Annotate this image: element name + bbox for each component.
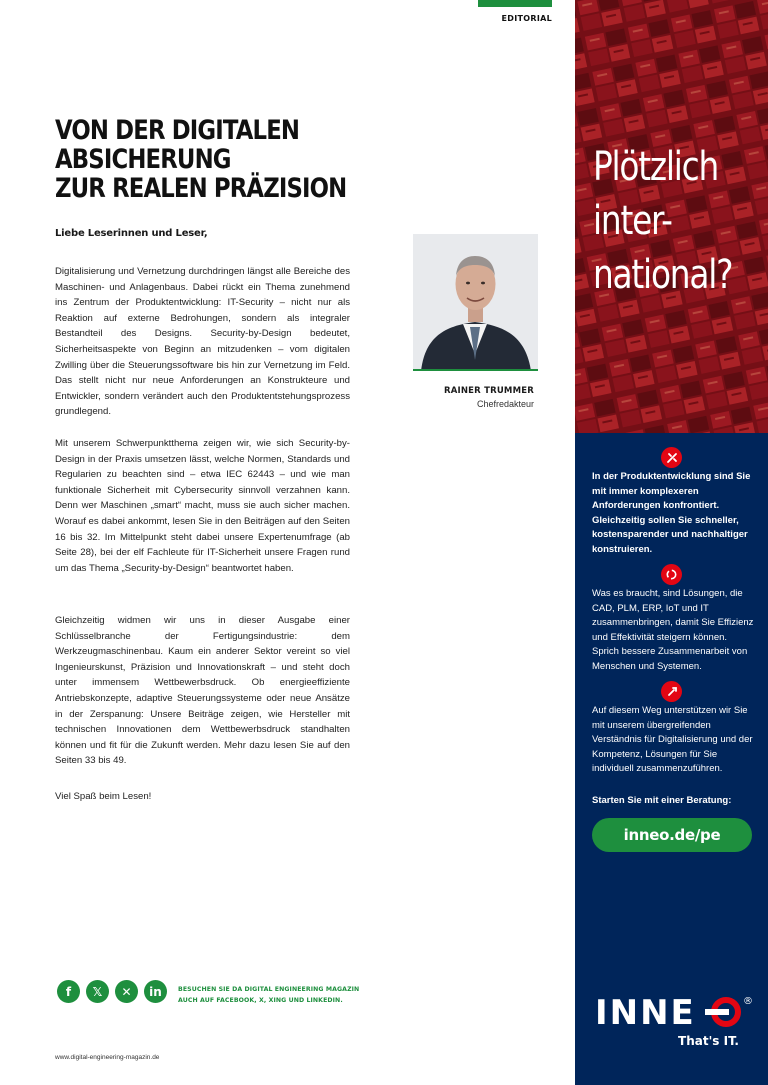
body-paragraph: Viel Spaß beim Lesen! — [55, 791, 152, 802]
facebook-icon[interactable]: f — [57, 980, 80, 1003]
ad-headline-line-3: national? — [593, 252, 733, 298]
body-paragraph: Gleichzeitig widmen wir uns in dieser Ausgabe einer Schlüsselbranche der Fertigungsindustrie: dem Werkzeugmaschinenbau. Kaum ein anderer Sektor vereint so viel Ingenieurskunst, Präzision und Innovationskraft – und steht doch unter immensem Wettbewerbsdruck. Ob energieeffiziente Antriebskonzepte, adaptive Steuerungssysteme oder neue Ansätze in der Zerspanung: Unsere Beiträge zeigen, wie Hersteller mit technischen Innovationen dem Wettbewerbsdruck standhalten können und fit für die Zukunft werden. Mehr dazu lesen Sie auf den Seiten 33 bis 49. — [55, 615, 350, 767]
cycle-icon — [661, 564, 682, 585]
social-callout-line-1: BESUCHEN SIE DA DIGITAL ENGINEERING MAGAZIN — [178, 986, 360, 993]
author-portrait — [413, 234, 538, 371]
footer-url[interactable]: www.digital-engineering-magazin.de — [55, 1054, 160, 1061]
xing-icon[interactable]: ✕ — [115, 980, 138, 1003]
headline-line-1: VON DER DIGITALEN ABSICHERUNG — [55, 115, 300, 175]
tools-icon — [661, 447, 682, 468]
author-role: Chefredakteur — [476, 399, 534, 409]
section-label: EDITORIAL — [501, 14, 552, 23]
ad-text-block-2: Was es braucht, sind Lösungen, die CAD, PLM, ERP, IoT und IT zusammenbringen, damit Sie Effizienz und Effektivität steigern können. Sprich bessere Zusammenarbeit von Menschen und Systemen. — [592, 588, 754, 672]
ad-cta-label: Starten Sie mit einer Beratung: — [592, 795, 732, 806]
headline-line-2: ZUR REALEN PRÄZISION — [55, 173, 347, 204]
svg-text:INNE: INNE — [595, 993, 696, 1030]
x-icon[interactable]: 𝕏 — [86, 980, 109, 1003]
ad-headline-line-2: inter- — [593, 198, 672, 244]
body-paragraph: Digitalisierung und Vernetzung durchdringen längst alle Bereiche des Maschinen- und Anlagenbaus. Dabei rückt ein Thema zunehmend ins Zentrum der Produktentwicklung: IT-Security – nicht nur als Reaktion auf externe Bedrohungen, sondern als integraler Bestandteil des Designs. Security-by-Design bedeutet, Sicherheitsaspekte von Beginn an mitzudenken – vom digitalen Zwilling über die Steuerungssoftware bis hin zur Vernetzung im Feld. Das stellt nicht nur neue Anforderungen an Konstrukteure und Entwickler, sondern verändert auch den Produktentstehungsprozess grundlegend. — [55, 266, 350, 418]
social-callout — [178, 984, 359, 1006]
author-photo-graphic — [413, 234, 538, 371]
ad-cta-button[interactable]: inneo.de/pe — [592, 818, 752, 852]
registered-mark: ® — [743, 996, 753, 1007]
ad-text-block-1: In der Produktentwicklung sind Sie mit immer komplexeren Anforderungen konfrontiert. Gleichzeitig sollen Sie schneller, kostensparender und nachhaltiger konstruieren. — [592, 471, 751, 555]
brand-tagline: That's IT. — [678, 1034, 739, 1048]
social-links — [57, 980, 167, 1003]
advertisement[interactable] — [575, 0, 768, 1085]
linkedin-icon[interactable]: in — [144, 980, 167, 1003]
ad-headline-line-1: Plötzlich — [593, 144, 719, 190]
inneo-logo — [595, 990, 755, 1030]
greeting: Liebe Leserinnen und Leser, — [55, 228, 208, 239]
social-callout-line-2: AUCH AUF FACEBOOK, X, XING UND LINKEDIN. — [178, 997, 343, 1004]
section-accent-bar — [478, 0, 552, 7]
rocket-icon — [661, 681, 682, 702]
body-paragraph: Mit unserem Schwerpunktthema zeigen wir, wie sich Security-by-Design in der Praxis umsetzen lässt, welche Normen, Standards und Regularien zu beachten sind – etwa IEC 62443 – und wie man funktionale Sicherheit mit Cybersecurity sinnvoll verzahnen kann. Denn wer Maschinen „smart“ macht, muss sie auch sicher machen. Worauf es dabei ankommt, lesen Sie in den Beiträgen auf den Seiten 16 bis 32. Im Mittelpunkt steht dabei unsere Expertenumfrage (ab Seite 28), bei der elf Fachleute für IT-Sicherheit unsere Fragen rund um das Thema „Security-by-Design“ beantwortet haben. — [55, 438, 350, 574]
ad-headline — [593, 140, 732, 302]
ad-text-block-3: Auf diesem Weg unterstützen wir Sie mit unserem übergreifenden Verständnis für Digitalisierung und der Kompetenz, Lösungen für Sie individuell zusammenzuführen. — [592, 705, 753, 775]
inneo-logo-graphic — [595, 990, 755, 1030]
author-name: RAINER TRUMMER — [443, 386, 534, 396]
page-title — [55, 116, 459, 203]
